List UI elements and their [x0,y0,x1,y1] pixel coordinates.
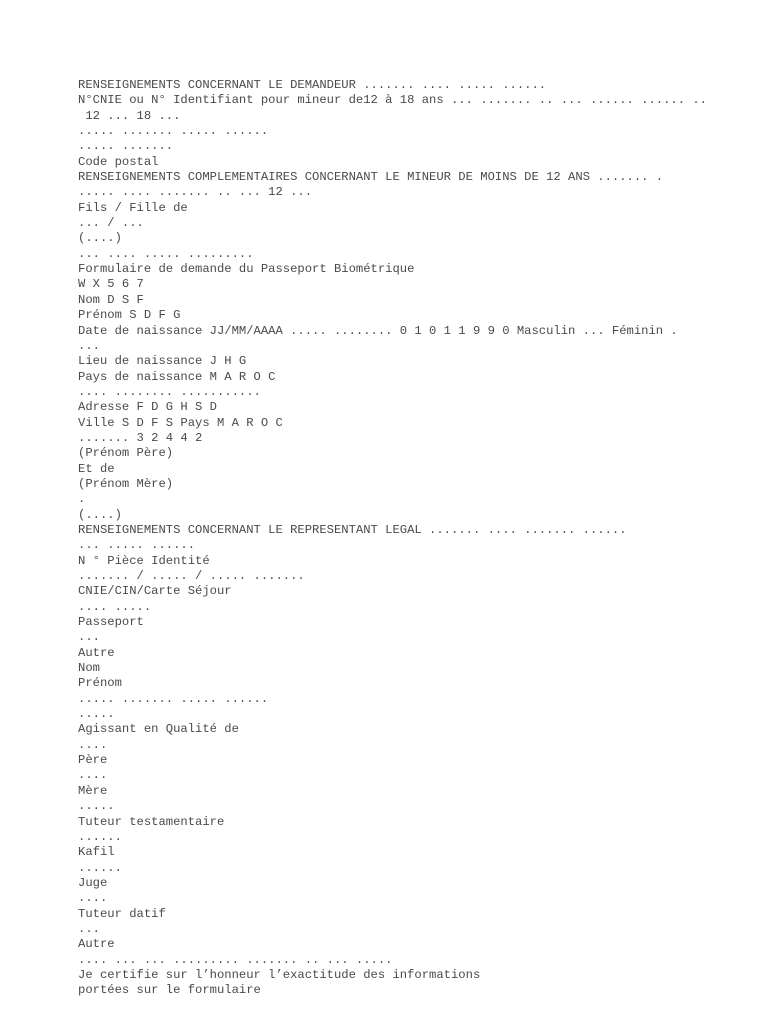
text-line: .... [78,891,108,906]
text-line: Autre [78,645,115,660]
text-line: ... ..... ...... [78,538,196,553]
text-line: .... [78,768,108,783]
text-line: ....... 3 2 4 4 2 [78,430,203,445]
text-line: Je certifie sur l’honneur l’exactitude des informations [78,967,481,982]
text-line: Prénom [78,676,122,691]
text-line: Autre [78,937,115,952]
text-line: Adresse F D G H S D [78,400,217,415]
text-line: ..... .... ....... .. ... 12 ... [78,185,313,200]
text-line: Date de naissance JJ/MM/AAAA ..... ........ 0 1 0 1 1 9 9 0 Masculin ... Féminin . [78,323,678,338]
text-line: .... ..... [78,599,152,614]
text-line: ....... / ..... / ..... ....... [78,569,305,583]
text-line: ..... [78,799,115,814]
text-line: Passeport [78,615,144,630]
text-line: Kafil [78,845,115,860]
text-line: ... [78,338,100,353]
text-line: (Prénom Mère) [78,476,174,491]
text-line: Père [78,753,108,768]
text-line: Agissant en Qualité de [78,722,239,737]
text-line: Ville S D F S Pays M A R O C [78,415,283,430]
text-line: ..... [78,707,115,722]
text-line: Lieu de naissance J H G [78,354,247,369]
text-line: Et de [78,461,115,476]
text-line: ... [78,630,100,645]
text-line: Mère [78,783,108,798]
text-line: ... [78,921,100,936]
text-line: Nom D S F [78,292,144,307]
text-line: (Prénom Père) [78,446,174,461]
text-line: Prénom S D F G [78,308,181,323]
text-line: ..... ....... [78,139,174,154]
text-line: ... .... ..... ......... [78,246,254,261]
text-line: Tuteur testamentaire [78,814,225,829]
text-line: (....) [78,231,122,246]
text-line: ..... ....... ..... ...... [78,124,269,139]
text-line: .... ... ... ......... ....... .. ... ..... [78,952,393,967]
text-line: ..... ....... ..... ...... [78,691,269,706]
text-line: . [78,492,86,507]
text-line: RENSEIGNEMENTS COMPLEMENTAIRES CONCERNANT LE MINEUR DE MOINS DE 12 ANS ....... . [78,170,664,185]
text-line: portées sur le formulaire [78,983,261,998]
text-line: CNIE/CIN/Carte Séjour [78,584,232,599]
text-line: Formulaire de demande du Passeport Biométrique [78,262,415,277]
text-line: Nom [78,661,100,676]
text-line: W X 5 6 7 [78,277,144,292]
text-line: Tuteur datif [78,906,166,921]
text-line: Code postal [78,154,159,169]
text-line: RENSEIGNEMENTS CONCERNANT LE REPRESENTANT LEGAL ....... .... ....... ...... [78,522,627,537]
text-line: RENSEIGNEMENTS CONCERNANT LE DEMANDEUR ....... .... ..... ...... [78,78,547,92]
text-line: .... ........ ........... [78,384,261,399]
text-line: (....) [78,507,122,522]
text-line: Fils / Fille de [78,200,188,215]
text-line: Pays de naissance M A R O C [78,369,276,384]
text-line: N°CNIE ou N° Identifiant pour mineur de12 à 18 ans ... ....... .. ... ...... ...... .. [78,93,707,108]
text-line: ... / ... [78,216,144,231]
text-line: N ° Pièce Identité [78,553,210,568]
text-line: ...... [78,829,122,844]
text-line: ...... [78,860,122,875]
document-page [78,78,758,999]
text-line: Juge [78,875,108,890]
text-line: .... [78,737,108,752]
text-line: 12 ... 18 ... [78,108,181,123]
